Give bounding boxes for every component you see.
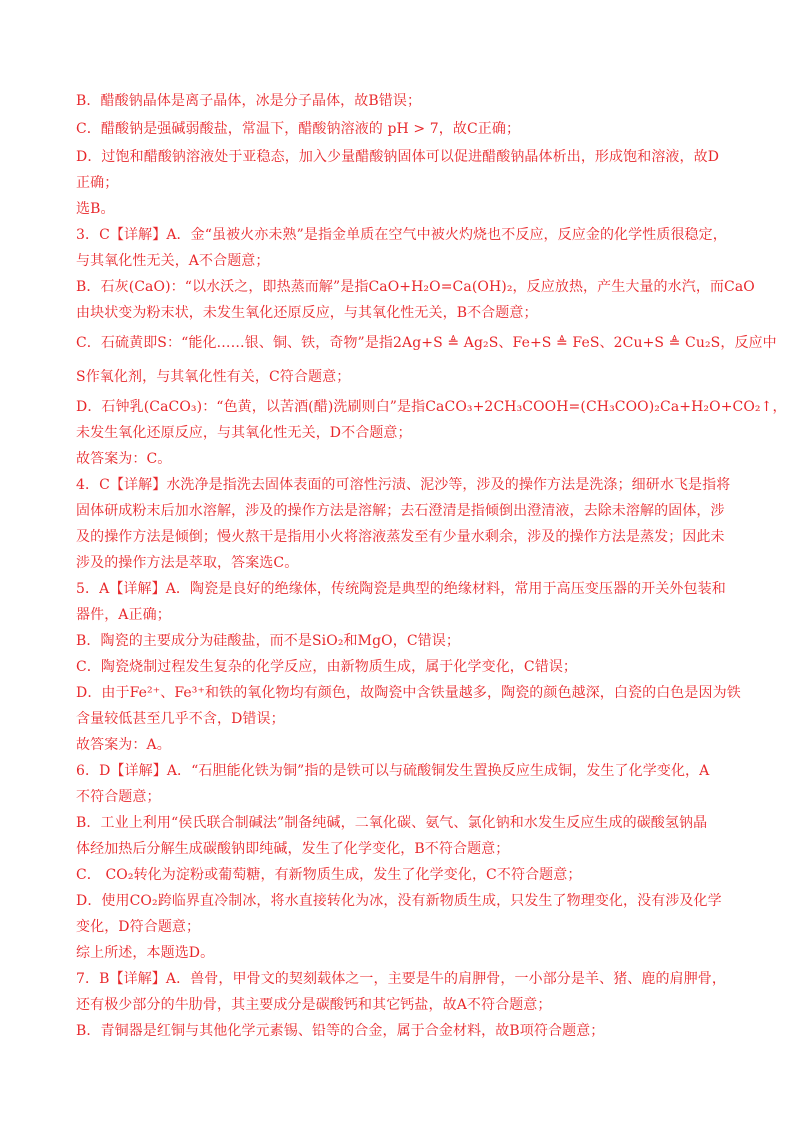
- text-line: 故答案为：A。: [76, 737, 171, 753]
- text-line: 6．D【详解】A．“石胆能化铁为铜”指的是铁可以与硫酸铜发生置换反应生成铜，发生了化学变化，A: [76, 763, 710, 779]
- text-line: 正确；: [76, 175, 119, 191]
- text-line: 由块状变为粉末状，未发生氧化还原反应，与其氧化性无关，B不合题意；: [76, 305, 538, 321]
- text-line: C．石硫黄即S：“能化……银、铜、铁，奇物”是指2Ag+S ≜ Ag₂S、Fe+S ≜ FeS、2Cu+S ≜ Cu₂S，反应中: [76, 335, 777, 351]
- text-line: D．过饱和醋酸钠溶液处于亚稳态，加入少量醋酸钠固体可以促进醋酸钠晶体析出，形成饱和溶液，故D: [76, 149, 720, 165]
- text-line: D．由于Fe²⁺、Fe³⁺和铁的氧化物均有颜色，故陶瓷中含铁量越多，陶瓷的颜色越深，白瓷的白色是因为铁: [76, 685, 741, 701]
- text-line: 4．C【详解】水洗净是指洗去固体表面的可溶性污渍、泥沙等，涉及的操作方法是洗涤；细研水飞是指将: [76, 477, 731, 493]
- text-line: B．陶瓷的主要成分为硅酸盐，而不是SiO₂和MgO，C错误；: [76, 633, 460, 649]
- text-line: 涉及的操作方法是萃取，答案选C。: [76, 555, 299, 571]
- text-line: 选B。: [76, 201, 115, 217]
- text-line: 与其氧化性无关，A不合题意；: [76, 253, 270, 269]
- text-line: 故答案为：C。: [76, 451, 172, 467]
- text-line: 不符合题意；: [76, 789, 161, 805]
- text-line: D．使用CO₂跨临界直冷制冰，将水直接转化为冰，没有新物质生成，只发生了物理变化，没有涉及化学: [76, 893, 722, 909]
- text-line: C． CO₂转化为淀粉或葡萄糖，有新物质生成，发生了化学变化，C不符合题意；: [76, 867, 582, 883]
- text-line: 未发生氧化还原反应，与其氧化性无关，D不合题意；: [76, 425, 412, 441]
- text-line: B．工业上利用“侯氏联合制碱法”制备纯碱，二氧化碳、氨气、氯化钠和水发生反应生成的碳酸氢钠晶: [76, 815, 708, 831]
- text-line: S作氧化剂，与其氧化性有关，C符合题意；: [76, 369, 351, 385]
- text-line: B．石灰(CaO)：“以水沃之，即热蒸而解”是指CaO+H₂O=Ca(OH)₂，反应放热，产生大量的水汽，而CaO: [76, 279, 755, 295]
- text-line: 体经加热后分解生成碳酸钠即纯碱，发生了化学变化，B不符合题意；: [76, 841, 510, 857]
- text-line: C．陶瓷烧制过程发生复杂的化学反应，由新物质生成，属于化学变化，C错误；: [76, 659, 578, 675]
- text-line: C．醋酸钠是强碱弱酸盐，常温下，醋酸钠溶液的 pH > 7，故C正确；: [76, 121, 521, 137]
- text-line: 及的操作方法是倾倒；慢火熬干是指用小火将溶液蒸发至有少量水剩余，涉及的操作方法是蒸发；因此未: [76, 529, 725, 545]
- text-line: B．醋酸钠晶体是离子晶体，冰是分子晶体，故B错误；: [76, 93, 422, 109]
- text-line: 5．A【详解】A．陶瓷是良好的绝缘体，传统陶瓷是典型的绝缘材料，常用于高压变压器的开关外包装和: [76, 581, 726, 597]
- text-line: 变化，D符合题意；: [76, 919, 201, 935]
- text-line: B．青铜器是红铜与其他化学元素锡、铅等的合金，属于合金材料，故B项符合题意；: [76, 1023, 605, 1039]
- text-line: 固体研成粉末后加水溶解，涉及的操作方法是溶解；去石澄清是指倾倒出澄清液，去除未溶解的固体，涉: [76, 503, 725, 519]
- text-line: D．石钟乳(CaCO₃)：“色黄，以苦酒(醋)洗刷则白”是指CaCO₃+2CH₃COOH=(CH₃COO)₂Ca+H₂O+CO₂↑，: [76, 399, 787, 415]
- text-line: 器件，A正确；: [76, 607, 171, 623]
- text-line: 还有极少部分的牛肋骨，其主要成分是碳酸钙和其它钙盐，故A不符合题意；: [76, 997, 552, 1013]
- answer-document: [76, 88, 787, 1044]
- text-line: 7．B【详解】A．兽骨，甲骨文的契刻载体之一，主要是牛的肩胛骨，一小部分是羊、猪、鹿的肩胛骨，: [76, 971, 727, 987]
- text-line: 综上所述，本题选D。: [76, 945, 215, 961]
- text-line: 3．C【详解】A．金“虽被火亦未熟”是指金单质在空气中被火灼烧也不反应，反应金的化学性质很稳定，: [76, 227, 727, 243]
- text-line: 含量较低甚至几乎不含，D错误；: [76, 711, 285, 727]
